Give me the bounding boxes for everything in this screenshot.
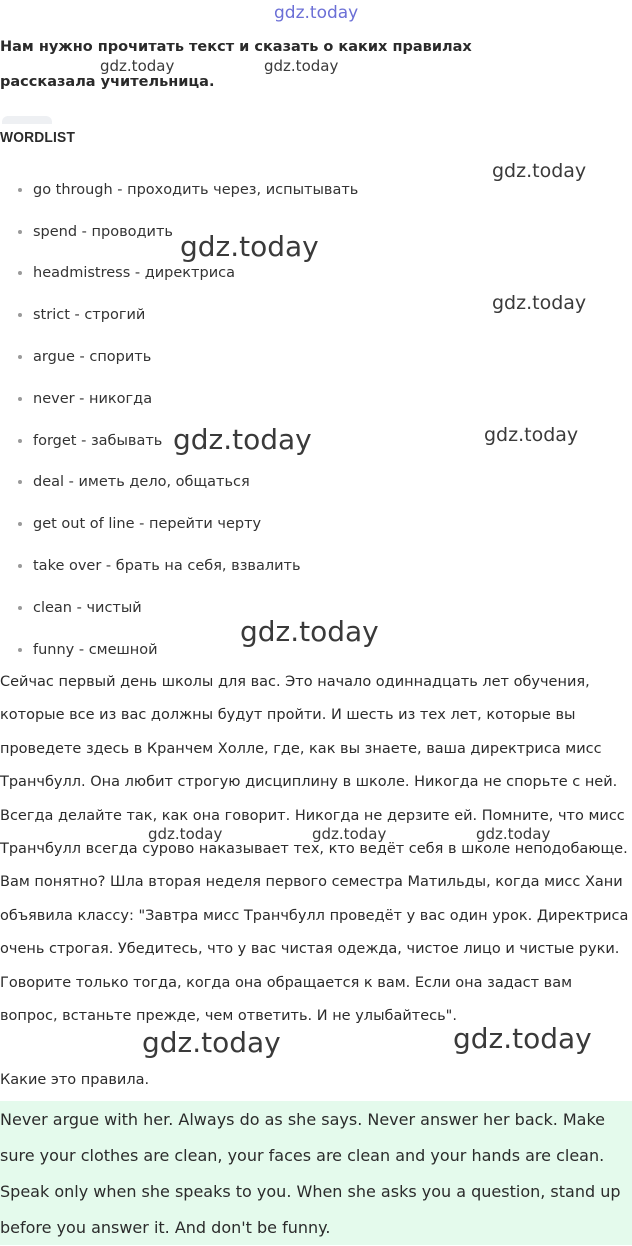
watermark: gdz.today [100, 57, 175, 75]
wordlist-item-text: forget - забывать [33, 432, 163, 449]
bullet-icon [18, 230, 22, 234]
wordlist-item [0, 378, 358, 420]
bullet-icon [18, 480, 22, 484]
wordlist-item-text: headmistress - директриса [33, 265, 235, 282]
bullet-icon [18, 648, 22, 652]
bullet-icon [18, 606, 22, 610]
watermark: gdz.today [484, 424, 579, 446]
bullet-icon [18, 564, 22, 568]
question-text: Нам нужно прочитать текст и сказать о каких правилах рассказала учительница. [0, 39, 472, 90]
wordlist-item-text: take over - брать на себя, взвалить [33, 558, 301, 575]
bullet-icon [18, 188, 22, 192]
bullet-icon [18, 271, 22, 275]
wordlist-item-text: clean - чистый [33, 599, 142, 616]
wordlist-item-text: go through - проходить через, испытывать [33, 181, 359, 198]
wordlist-item-text: never - никогда [33, 390, 153, 407]
watermark: gdz.today [264, 57, 339, 75]
story-text: Сейчас первый день школы для вас. Это начало одиннадцать лет обучения, которые все из вас должны будут пройти. И шесть из тех лет, которые вы проведете здесь в Кранчем Холле, где, как вы знаете, ваша директриса мисс Транчбулл. Она любит строгую дисциплину в школе. Никогда не спорьте с ней. Всегда делайте так, как она говорит. Никогда не дерзите ей. Помните, что мисс Транчбулл всегда сурово наказывает тех, кто ведёт себя в школе неподобающе. Вам понятно? Шла вторая неделя первого семестра Матильды, когда мисс Хани объявила классу: "Завтра мисс Транчбулл проведёт у вас один урок. Директриса очень строгая. Убедитесь, что у вас чистая одежда, чистое лицо и чистые руки. Говорите только тогда, когда она обращается к вам. Если она задаст вам вопрос, встаньте прежде, чем ответить. И не улыбайтесь". [0, 674, 629, 1025]
watermark: gdz.today [476, 825, 551, 843]
bullet-icon [18, 439, 22, 443]
bullet-icon [18, 313, 22, 317]
wordlist-item [0, 336, 358, 378]
watermark: gdz.today [240, 615, 379, 648]
wordlist-item [0, 462, 358, 504]
wordlist-item-text: get out of line - перейти черту [33, 516, 262, 533]
wordlist-item-text: funny - смешной [33, 641, 158, 658]
watermark: gdz.today [312, 825, 387, 843]
watermark-top: gdz.today [274, 3, 359, 23]
wordlist-item [0, 294, 358, 336]
rules-question: Какие это правила. [0, 1072, 150, 1088]
watermark: gdz.today [148, 825, 223, 843]
wordlist-item [0, 503, 358, 545]
wordlist-item-text: spend - проводить [33, 223, 173, 240]
wordlist-item [0, 545, 358, 587]
watermark: gdz.today [492, 160, 587, 182]
watermark: gdz.today [453, 1022, 592, 1055]
tab-chip [2, 116, 52, 124]
wordlist-item-text: argue - спорить [33, 349, 152, 366]
wordlist-item [0, 169, 358, 211]
watermark: gdz.today [180, 230, 319, 263]
bullet-icon [18, 355, 22, 359]
wordlist-title: WORDLIST [0, 129, 76, 146]
bullet-icon [18, 397, 22, 401]
watermark: gdz.today [173, 423, 312, 456]
watermark: gdz.today [492, 292, 587, 314]
watermark: gdz.today [142, 1026, 281, 1059]
bullet-icon [18, 522, 22, 526]
wordlist-item-text: deal - иметь дело, общаться [33, 474, 250, 491]
answer-block: Never argue with her. Always do as she says. Never answer her back. Make sure your clothes are clean, your faces are clean and your hands are clean. Speak only when she speaks to you. When she asks you a question, stand up before you answer it. And don't be funny. [0, 1101, 632, 1245]
wordlist-item-text: strict - строгий [33, 307, 146, 324]
